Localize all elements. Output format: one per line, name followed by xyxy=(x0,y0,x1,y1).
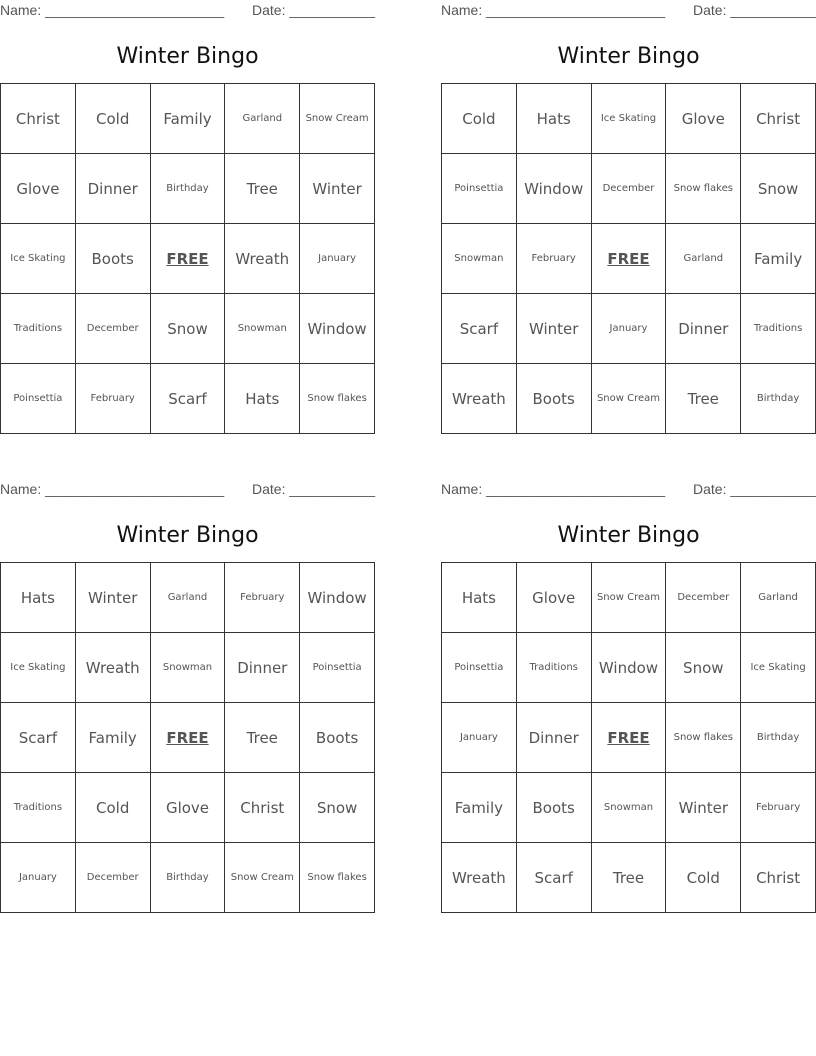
bingo-cell: Hats xyxy=(225,364,300,434)
name-date-row xyxy=(0,0,375,22)
bingo-cell: Winter xyxy=(300,154,375,224)
bingo-cell: Tree xyxy=(225,703,300,773)
bingo-cell: December xyxy=(666,563,741,633)
bingo-cell: Hats xyxy=(517,84,592,154)
bingo-cell: Wreath xyxy=(225,224,300,294)
bingo-cell: Glove xyxy=(1,154,76,224)
bingo-cell: Glove xyxy=(517,563,592,633)
bingo-cell: Garland xyxy=(151,563,226,633)
bingo-cell: Snow Cream xyxy=(225,843,300,913)
name-date-row xyxy=(441,479,816,501)
bingo-cell: Ice Skating xyxy=(1,633,76,703)
bingo-cell: Birthday xyxy=(151,843,226,913)
bingo-cell: Traditions xyxy=(517,633,592,703)
bingo-cell: December xyxy=(76,843,151,913)
bingo-cell: Family xyxy=(76,703,151,773)
bingo-grid xyxy=(441,562,816,913)
bingo-cell: Snowman xyxy=(592,773,667,843)
bingo-cell: January xyxy=(442,703,517,773)
bingo-cell: Cold xyxy=(76,773,151,843)
bingo-cell: Dinner xyxy=(517,703,592,773)
bingo-cell: Dinner xyxy=(76,154,151,224)
bingo-grid xyxy=(0,562,375,913)
name-field: Name: _______________________ xyxy=(441,2,666,18)
bingo-cell: Snow Cream xyxy=(592,563,667,633)
bingo-cell: Wreath xyxy=(76,633,151,703)
bingo-cell: Boots xyxy=(76,224,151,294)
date-field: Date: ___________ xyxy=(252,2,375,18)
bingo-cell: Birthday xyxy=(741,703,816,773)
name-field: Name: _______________________ xyxy=(441,481,666,497)
bingo-cell: Cold xyxy=(442,84,517,154)
date-field: Date: ___________ xyxy=(693,2,816,18)
bingo-cell: Poinsettia xyxy=(1,364,76,434)
name-field: Name: _______________________ xyxy=(0,2,225,18)
bingo-cell: February xyxy=(517,224,592,294)
bingo-grid xyxy=(0,83,375,434)
bingo-cell: January xyxy=(1,843,76,913)
bingo-cell: Tree xyxy=(225,154,300,224)
bingo-cell: Snow flakes xyxy=(300,843,375,913)
bingo-cell: Snowman xyxy=(442,224,517,294)
free-space-cell: FREE xyxy=(592,703,667,773)
bingo-cell: Cold xyxy=(666,843,741,913)
bingo-cell: Poinsettia xyxy=(442,154,517,224)
bingo-cell: Garland xyxy=(225,84,300,154)
bingo-cell: Tree xyxy=(592,843,667,913)
bingo-cell: Scarf xyxy=(151,364,226,434)
bingo-cell: Garland xyxy=(666,224,741,294)
bingo-cell: Family xyxy=(442,773,517,843)
bingo-cell: Birthday xyxy=(741,364,816,434)
bingo-cell: Wreath xyxy=(442,364,517,434)
bingo-cell: Winter xyxy=(76,563,151,633)
bingo-cell: Traditions xyxy=(741,294,816,364)
bingo-cell: Snow xyxy=(666,633,741,703)
bingo-cell: Ice Skating xyxy=(741,633,816,703)
free-space-cell: FREE xyxy=(151,703,226,773)
bingo-cell: February xyxy=(225,563,300,633)
name-date-row xyxy=(0,479,375,501)
bingo-grid xyxy=(441,83,816,434)
bingo-cell: January xyxy=(592,294,667,364)
free-space-cell: FREE xyxy=(151,224,226,294)
bingo-cell: Snowman xyxy=(225,294,300,364)
bingo-cell: Window xyxy=(300,294,375,364)
bingo-cell: Snow flakes xyxy=(300,364,375,434)
card-title: Winter Bingo xyxy=(116,523,259,548)
bingo-cell: Hats xyxy=(1,563,76,633)
bingo-cell: Dinner xyxy=(225,633,300,703)
bingo-cell: Christ xyxy=(741,843,816,913)
bingo-cell: Snow xyxy=(300,773,375,843)
bingo-cell: Winter xyxy=(517,294,592,364)
bingo-cell: Scarf xyxy=(1,703,76,773)
bingo-cell: Birthday xyxy=(151,154,226,224)
bingo-cell: Poinsettia xyxy=(300,633,375,703)
bingo-cell: Scarf xyxy=(442,294,517,364)
date-field: Date: ___________ xyxy=(252,481,375,497)
bingo-cell: Winter xyxy=(666,773,741,843)
bingo-cell: January xyxy=(300,224,375,294)
date-field: Date: ___________ xyxy=(693,481,816,497)
bingo-cell: Dinner xyxy=(666,294,741,364)
bingo-cell: Glove xyxy=(666,84,741,154)
bingo-cell: Traditions xyxy=(1,294,76,364)
bingo-cell: Christ xyxy=(741,84,816,154)
bingo-cell: Family xyxy=(741,224,816,294)
bingo-cell: February xyxy=(741,773,816,843)
bingo-cell: Hats xyxy=(442,563,517,633)
bingo-cell: Snow flakes xyxy=(666,703,741,773)
bingo-cell: Garland xyxy=(741,563,816,633)
bingo-card xyxy=(441,479,816,887)
bingo-cell: Traditions xyxy=(1,773,76,843)
bingo-cell: Boots xyxy=(300,703,375,773)
bingo-cell: Window xyxy=(300,563,375,633)
bingo-cell: Snowman xyxy=(151,633,226,703)
bingo-cell: Scarf xyxy=(517,843,592,913)
bingo-cell: Tree xyxy=(666,364,741,434)
bingo-cell: Cold xyxy=(76,84,151,154)
bingo-card xyxy=(0,479,375,883)
name-date-row xyxy=(441,0,816,22)
bingo-cell: Snow flakes xyxy=(666,154,741,224)
bingo-cell: Boots xyxy=(517,364,592,434)
bingo-cell: Snow Cream xyxy=(592,364,667,434)
bingo-cell: Christ xyxy=(1,84,76,154)
bingo-cell: Glove xyxy=(151,773,226,843)
bingo-cell: Snow Cream xyxy=(300,84,375,154)
bingo-cell: December xyxy=(76,294,151,364)
bingo-cell: Ice Skating xyxy=(592,84,667,154)
bingo-card xyxy=(0,0,375,408)
bingo-cell: Snow xyxy=(741,154,816,224)
bingo-cell: December xyxy=(592,154,667,224)
bingo-cell: Window xyxy=(592,633,667,703)
bingo-cell: Boots xyxy=(517,773,592,843)
bingo-cell: Family xyxy=(151,84,226,154)
name-field: Name: _______________________ xyxy=(0,481,225,497)
bingo-cell: Snow xyxy=(151,294,226,364)
card-title: Winter Bingo xyxy=(557,44,700,69)
bingo-cell: February xyxy=(76,364,151,434)
bingo-cell: Christ xyxy=(225,773,300,843)
bingo-cell: Poinsettia xyxy=(442,633,517,703)
bingo-card xyxy=(441,0,816,408)
bingo-cell: Wreath xyxy=(442,843,517,913)
bingo-cell: Window xyxy=(517,154,592,224)
card-title: Winter Bingo xyxy=(116,44,259,69)
card-title: Winter Bingo xyxy=(557,523,700,548)
free-space-cell: FREE xyxy=(592,224,667,294)
bingo-cell: Ice Skating xyxy=(1,224,76,294)
